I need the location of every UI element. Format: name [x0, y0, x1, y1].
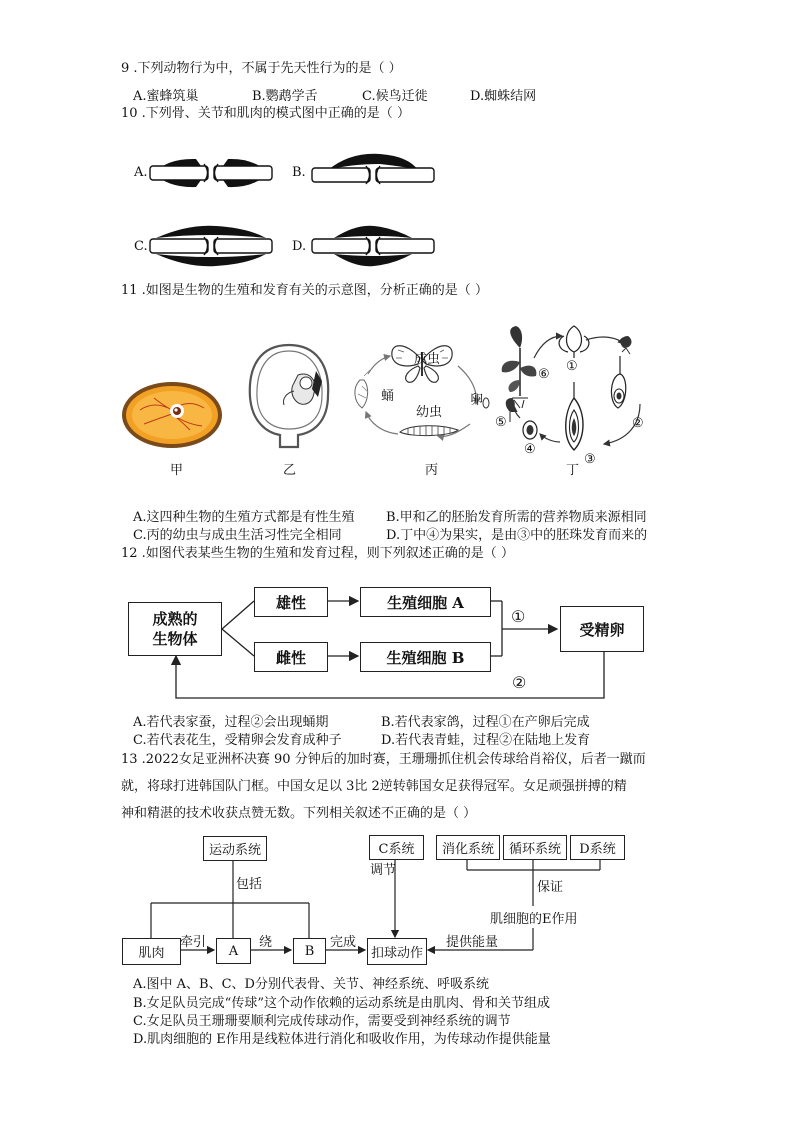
q12-option-b: B.若代表家鸽，过程①在产卵后完成: [381, 715, 590, 730]
q11-option-c: C.丙的幼虫与成虫生活习性完全相同: [133, 528, 342, 543]
regulate-label: 调节: [370, 863, 397, 878]
q12-option-d: D.若代表青蛙，过程②在陆地上发育: [381, 733, 591, 748]
germ-cell-b-box: 生殖细胞 B: [360, 642, 491, 672]
includes-label: 包括: [236, 877, 263, 892]
bing-label-adult: 成虫: [414, 352, 441, 367]
c-system-box: C系统: [369, 835, 424, 860]
ding-number-6: ⑥: [538, 367, 550, 382]
caption-ding: 丁: [566, 463, 580, 478]
process-1-label: ①: [511, 607, 526, 626]
q10-label-b: B.: [292, 165, 306, 180]
process-2-label: ②: [512, 673, 527, 692]
caption-jia: 甲: [170, 463, 184, 478]
q13-option-b: B.女足队员完成“传球”这个动作依赖的运动系统是由肌肉、骨和关节组成: [133, 996, 550, 1011]
zygote-box: 受精卵: [560, 606, 644, 652]
ding-number-4: ④: [524, 442, 536, 457]
motor-system-box: 运动系统: [203, 836, 267, 861]
box-a: A: [216, 938, 251, 964]
q10-label-c: C.: [134, 239, 148, 254]
question-11-stem: 11 .如图是生物的生殖和发育有关的示意图，分析正确的是（ ）: [121, 283, 488, 298]
bing-label-pupa: 蛹: [381, 389, 395, 404]
box-b: B: [293, 938, 326, 964]
q13-stem-line1: 13 .2022女足亚洲杯决赛 90 分钟后的加时赛，王珊珊抓住机会传球给肖裕仪，后者一蹴而: [121, 752, 646, 767]
around-label: 绕: [259, 935, 273, 950]
pull-label: 牵引: [180, 935, 207, 950]
spike-action-box: 扣球动作: [367, 938, 427, 965]
provide-energy-label: 提供能量: [446, 935, 499, 950]
q11-option-a: A.这四种生物的生殖方式都是有性生殖: [133, 510, 355, 525]
q13-option-c: C.女足队员王珊珊要顺利完成传球动作，需要受到神经系统的调节: [133, 1014, 511, 1029]
q9-option-c: C.候鸟迁徙: [362, 89, 428, 104]
q12-option-a: A.若代表家蚕，过程②会出现蛹期: [133, 715, 329, 730]
ding-number-5: ⑤: [495, 415, 507, 430]
male-box: 雄性: [254, 587, 328, 617]
ding-number-3: ③: [584, 452, 596, 467]
q10-label-d: D.: [292, 239, 307, 254]
mature-organism-line2: 生物体: [152, 630, 198, 648]
q12-option-c: C.若代表花生，受精卵会发育成种子: [133, 733, 342, 748]
question-12-stem: 12 .如图代表某些生物的生殖和发育过程，则下列叙述正确的是（ ）: [121, 546, 514, 561]
q9-option-a: A.蜜蜂筑巢: [133, 89, 199, 104]
digestive-system-box: 消化系统: [436, 835, 500, 860]
caption-bing: 丙: [425, 463, 439, 478]
q11-option-d: D.丁中④为果实，是由③中的胚珠发育而来的: [386, 528, 648, 543]
female-box: 雌性: [254, 642, 328, 672]
d-system-box: D系统: [570, 835, 625, 860]
ding-number-2: ②: [632, 416, 644, 431]
complete-label: 完成: [330, 935, 357, 950]
q13-option-d: D.肌肉细胞的 E作用是线粒体进行消化和吸收作用，为传球动作提供能量: [133, 1032, 551, 1047]
q13-stem-line2: 就，将球打进韩国队门框。中国女足以 3比 2逆转韩国女足获得冠军。女足顽强拼搏的精: [121, 779, 627, 794]
ensure-label: 保证: [537, 880, 564, 895]
bing-label-egg: 卵: [470, 393, 484, 408]
q13-option-a: A.图中 A、B、C、D分别代表骨、关节、神经系统、呼吸系统: [133, 977, 489, 992]
circulatory-system-box: 循环系统: [503, 835, 567, 860]
bing-label-larva: 幼虫: [416, 405, 443, 420]
muscle-box: 肌肉: [122, 938, 181, 965]
q9-option-d: D.蜘蛛结网: [470, 89, 537, 104]
caption-yi: 乙: [283, 463, 297, 478]
germ-cell-a-box: 生殖细胞 A: [360, 587, 491, 617]
question-10-stem: 10 .下列骨、关节和肌肉的模式图中正确的是（ ）: [121, 106, 410, 121]
e-action-label: 肌细胞的E作用: [490, 912, 578, 927]
q11-option-b: B.甲和乙的胚胎发育所需的营养物质来源相同: [386, 510, 647, 525]
mature-organism-line1: 成熟的: [152, 610, 198, 628]
ding-number-1: ①: [566, 359, 578, 374]
q9-option-b: B.鹦鹉学舌: [252, 89, 318, 104]
q13-stem-line3: 神和精湛的技术收获点赞无数。下列相关叙述不正确的是（ ）: [121, 806, 477, 821]
question-9-stem: 9 .下列动物行为中，不属于先天性行为的是（ ）: [121, 61, 402, 76]
q10-label-a: A.: [134, 165, 148, 180]
